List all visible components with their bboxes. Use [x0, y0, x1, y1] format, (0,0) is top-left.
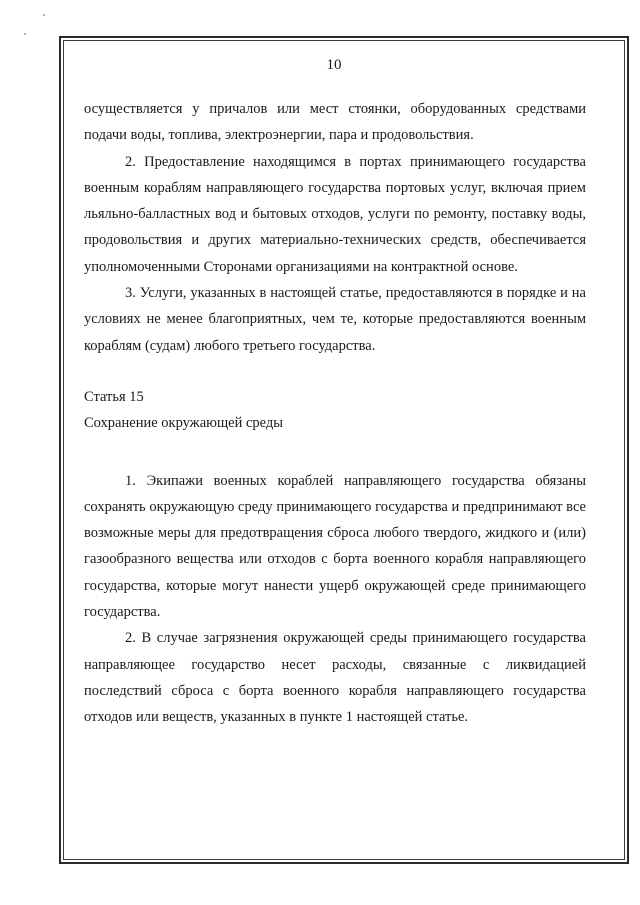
- article-title: Статья 15: [84, 388, 144, 405]
- paragraph-15-1: 1. Экипажи военных кораблей направляющего государства обязаны сохранять окружающую среду принимающего государства и предпринимают все возможные меры для предотвращения сброса любого твердого, жидкого и (или) газообразного вещества или отходов с борта военного корабля направляющего государства, которые могут нанести ущерб окружающей среде принимающего государства.: [84, 472, 586, 621]
- page-number: 10: [326, 57, 342, 73]
- scan-speck: [24, 33, 26, 35]
- article-name: Сохранение окружающей среды: [84, 415, 284, 432]
- scan-speck: [43, 14, 45, 16]
- document-body: [84, 96, 586, 731]
- paragraph-continuation: осуществляется у причалов или мест стоянки, оборудованных средствами подачи воды, топлива, электроэнергии, пара и продовольствия.: [84, 101, 586, 144]
- paragraph-14-3: 3. Услуги, указанных в настоящей статье, предоставляются в порядке и на условиях не менее благоприятных, чем те, которые предоставляются военным кораблям (судам) любого третьего государства.: [84, 285, 586, 354]
- paragraph-14-2: 2. Предоставление находящимся в портах принимающего государства военным кораблям направляющего государства портовых услуг, включая прием льяльно-балластных вод и бытовых отходов, услуги по ремонту, поставку воды, продовольствия и других материально-технических средств, обеспечивается уполномоченными Сторонами организациями на контрактной основе.: [84, 153, 586, 275]
- paragraph-15-2: 2. В случае загрязнения окружающей среды принимающего государства направляющее государство несет расходы, связанные с ликвидацией последствий сброса с борта военного корабля направляющего государства отходов или веществ, указанных в пункте 1 настоящей статье.: [84, 630, 586, 726]
